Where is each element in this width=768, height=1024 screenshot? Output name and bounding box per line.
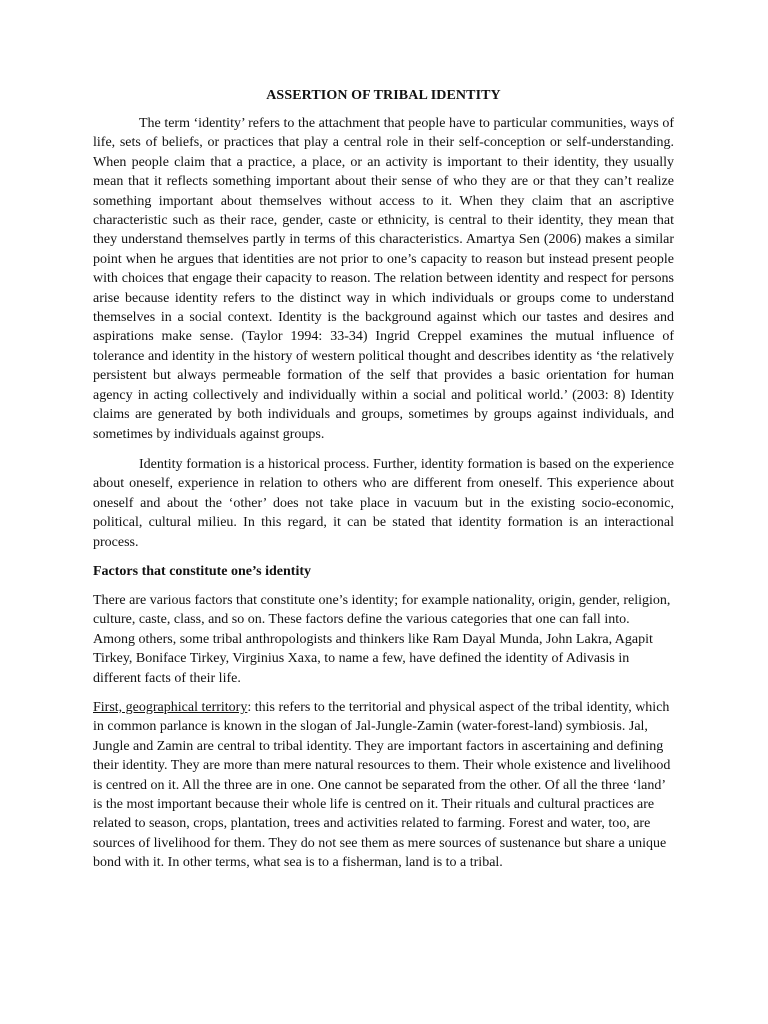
section-heading-factors: Factors that constitute one’s identity	[93, 563, 312, 579]
document-page	[93, 86, 674, 873]
paragraph-identity-formation: Identity formation is a historical process. Further, identity formation is based on the experience about oneself, experience in relation to others who are different from oneself. This experience about oneself and about the ‘other’ does not take place in vacuum but in the existing socio-economic, political, cultural milieu. In this regard, it can be stated that identity formation is an interactional process.	[93, 456, 674, 550]
paragraph-identity-definition: The term ‘identity’ refers to the attachment that people have to particular communities, ways of life, sets of beliefs, or practices that play a central role in their self-conception or self-understanding. When people claim that a practice, a place, or an activity is important to their identity, they usually mean that it reflects something important about their sense of who they are or that they can’t realize something important about themselves without access to it. When they claim that an ascriptive characteristic such as their race, gender, caste or ethnicity, is central to their identity, they mean that they understand themselves partly in terms of this characteristics. Amartya Sen (2006) makes a similar point when he argues that identities are not prior to one’s capacity to reason but instead present people with choices that engage their capacity to reason. The relation between identity and respect for persons arise because identity refers to the distinct way in which individuals or groups come to understand themselves in a social context. Identity is the background against which our tastes and desires and aspirations make sense. (Taylor 1994: 33-34) Ingrid Creppel examines the mutual influence of tolerance and identity in the history of western political thought and describes identity as ‘the relatively persistent but always permeable formation of the self that provides a basic orientation for human agency in acting collectively and individually within a social and political world.’ (2003: 8) Identity claims are generated by both individuals and groups, sometimes by groups against individuals, and sometimes by individuals against groups.	[93, 116, 674, 442]
geographical-territory-body: : this refers to the territorial and physical aspect of the tribal identity, which in common parlance is known in the slogan of Jal-Jungle-Zamin (water-forest-land) symbiosis. Jal, Jungle and Zamin are central to tribal identity. They are important factors in ascertaining and defining their identity. They are more than mere natural resources to them. Their whole existence and livelihood is centred on it. All the three are in one. One cannot be separated from the other. Of all the three ‘land’ is the most important because their whole life is centred on it. Their rituals and cultural practices are related to season, crops, plantation, trees and activities related to farming. Forest and water, too, are sources of livelihood for them. They do not see them as mere sources of sustenance but share a unique bond with it. In other terms, what sea is to a fisherman, land is to a tribal.	[93, 699, 671, 871]
paragraph-geographical-territory	[93, 698, 674, 873]
paragraph-factors: There are various factors that constitute one’s identity; for example nationality, origin, gender, religion, culture, caste, class, and so on. These factors define the various categories that one can fall into. Among others, some tribal anthropologists and thinkers like Ram Dayal Munda, John Lakra, Agapit Tirkey, Boniface Tirkey, Virginius Xaxa, to name a few, have defined the identity of Adivasis in different facts of their life.	[93, 592, 671, 686]
document-title: ASSERTION OF TRIBAL IDENTITY	[266, 88, 501, 103]
geographical-territory-lead: First, geographical territory	[93, 699, 248, 715]
